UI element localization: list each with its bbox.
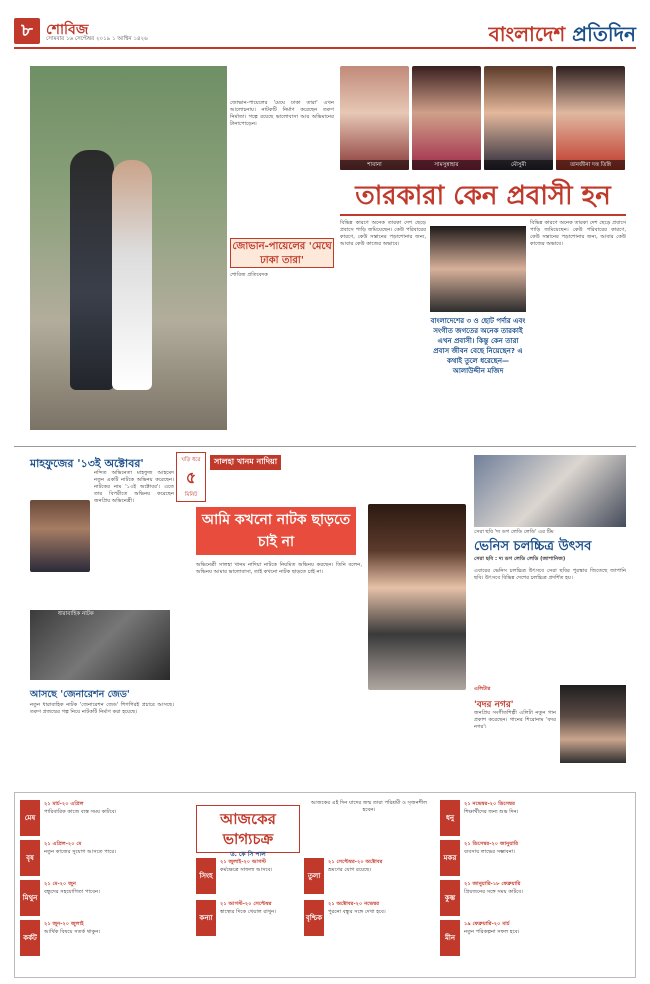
issue-date: সোমবার ১৬ সেপ্টেম্বর ২০১৯ ১ আশ্বিন ১৪২৬ (46, 36, 148, 42)
venice-body: এবারের ভেনিস চলচ্চিত্র উৎসবে সেরা ছবির পুরস্কার জিতেছে জাপানি ছবি। উৎসবে বিভিন্ন দেশের চলচ্চিত্র প্রদর্শিত হয়। (474, 568, 626, 581)
venice-title: ভেনিস চলচ্চিত্র উৎসব (474, 539, 592, 554)
zodiac-date-range: ২১ মার্চ-২০ এপ্রিল (44, 801, 84, 807)
zodiac-sign-label: মীন (440, 920, 460, 956)
zodiac-date-range: ২১ নভেম্বর-২০ ডিসেম্বর (464, 801, 515, 807)
gen-z-photo-label: ধারাবাহিক নাটক (58, 611, 94, 617)
elita-body: জনপ্রিয় সংগীতশিল্পী এলিটা নতুন গান প্রকাশ করেছেন। গানের শিরোনাম 'বদর নগর'। (474, 710, 556, 730)
portrait-1 (340, 66, 409, 170)
masthead (489, 20, 636, 53)
zodiac-date-range: ১৯ ফেব্রুয়ারি-২০ মার্চ (464, 921, 510, 927)
zodiac-sign-label: কর্কট (20, 920, 40, 956)
five-minute-badge (176, 452, 206, 502)
badge-prefix: ঘড়ি ধরে (181, 457, 201, 463)
zodiac-date-range: ২১ জানুয়ারি-১৮ ফেব্রুয়ারি (464, 881, 521, 887)
venice-photo (474, 455, 626, 527)
feature-rule (340, 214, 626, 216)
interview-photo (368, 504, 466, 690)
zodiac-date-range: ২১ এপ্রিল-২০ মে (44, 841, 82, 847)
badge-suffix: মিনিট (184, 492, 198, 498)
zodiac-forecast: পুরনো বন্ধুর সঙ্গে দেখা হবে। (328, 909, 386, 915)
badge-number: ৫ (185, 468, 197, 487)
gen-z-title: আসছে 'জেনারেশন জেড' (30, 689, 130, 700)
gen-z-photo (30, 610, 170, 680)
horoscope-author: ড. কে সি পাল (230, 851, 266, 858)
elita-label: এলিটার (474, 686, 491, 692)
portrait-4 (556, 66, 625, 170)
mahfuz-body: নন্দিত অভিনেতা মাহফুজ আহমেদ নতুন একটি নাটকে অভিনয় করেছেন। নাটকের নাম '১৩ই অক্টোবর'। এতে তার বিপরীতে অভিনয় করেছেন জনপ্রিয় অভিনেত্রী। (94, 470, 174, 504)
zodiac-forecast: নতুন কাজের সুযোগ আসতে পারে। (44, 849, 117, 855)
zodiac-date-range: ২১ মে-২০ জুন (44, 881, 76, 887)
feature-body-col1: বিভিন্ন কারণে অনেক তারকা দেশ ছেড়ে প্রবাসে পাড়ি জমিয়েছেন। কেউ পরিবারের কারণে, কেউ সন্তানের পড়াশোনার জন্য, আবার কেউ কাজের অভাবে। (340, 220, 426, 247)
masthead-part1: বাংলাদেশ (488, 22, 573, 46)
zodiac-date-range: ২১ ডিসেম্বর-২০ জানুয়ারি (464, 841, 519, 847)
feature-title: তারকারা কেন প্রবাসী হন (355, 181, 611, 211)
mahfuz-photo (30, 500, 90, 572)
page-number: ৮ (14, 18, 40, 44)
interview-body: অভিনেত্রী সালহা খানম নাদিয়া নাটকে নিয়মিত অভিনয় করছেন। তিনি বলেন, অভিনয় আমার ভালোবাসা, তাই কখনো নাটক ছাড়তে চাই না। (196, 562, 362, 575)
portrait-caption: মৌসুমী (484, 160, 553, 170)
section-title: শোবিজ (46, 22, 89, 38)
horoscope-intro: আজকের এই দিন যাদের জন্ম তারা পরিশ্রমী ও সৃজনশীল হবেন। (310, 800, 428, 813)
portrait-caption: শাবানা (340, 160, 409, 170)
elita-title: 'বদর নগর' (474, 700, 514, 710)
zodiac-date-range: ২১ সেপ্টেম্বর-২০ অক্টোবর (328, 859, 383, 865)
zodiac-sign-label: মেষ (20, 800, 40, 836)
portrait-3 (484, 66, 553, 170)
zodiac-forecast: ব্যবসায় লাভের সম্ভাবনা। (464, 849, 516, 855)
elita-photo (560, 685, 626, 763)
lead-story-body: জোভান-পায়েলের 'মেঘে ঢাকা তারা' এখন আলোচনায়। নাটকটি নির্মাণ করেছেন তরুণ নির্মাতা। গল্পে রয়েছে ভালোবাসা আর অভিমানের টানাপোড়েন। (230, 100, 334, 127)
zodiac-sign-label: মকর (440, 840, 460, 876)
venice-winners: সেরা ছবি : দ্য ডগ লেডি লেডি (জাপানিজ) (474, 556, 566, 562)
zodiac-forecast: কর্মক্ষেত্রে সাফল্য আসবে। (220, 867, 273, 873)
portrait-caption: সামসুন্নাহার (412, 160, 481, 170)
zodiac-date-range: ২১ জুন-২০ জুলাই (44, 921, 84, 927)
interview-headline: আমি কখনো নাটক ছাড়তে চাই না (196, 507, 356, 555)
zodiac-forecast: বন্ধুদের সহযোগিতা পাবেন। (44, 889, 100, 895)
zodiac-forecast: ভ্রমণের যোগ রয়েছে। (328, 867, 372, 873)
portrait-caption: তানজীনা দত্ত তিন্নি (556, 160, 625, 170)
zodiac-date-range: ২১ জুলাই-২০ আগস্ট (220, 859, 267, 865)
zodiac-sign-label: সিংহ (196, 858, 216, 894)
zodiac-date-range: ২১ অক্টোবর-২০ নভেম্বর (328, 901, 380, 907)
zodiac-forecast: স্বাস্থ্যের দিকে খেয়াল রাখুন। (220, 909, 277, 915)
zodiac-sign-label: কুম্ভ (440, 880, 460, 916)
gen-z-body: নতুন ধারাবাহিক নাটক 'জেনারেশন জেড' শিগগিরই প্রচারে আসছে। তরুণ প্রজন্মের গল্প নিয়ে নাটকটি নির্মাণ করা হয়েছে। (30, 702, 174, 715)
lead-subhead: জোভান-পায়েলের 'মেঘে ঢাকা তারা' (230, 238, 334, 268)
masthead-part2: প্রতিদিন (572, 22, 636, 46)
zodiac-forecast: শিক্ষার্থীদের জন্য শুভ দিন। (464, 809, 519, 815)
portrait-2 (412, 66, 481, 170)
horoscope-title: আজকের ভাগ্যচক্র (220, 810, 276, 848)
portrait-strip (340, 66, 626, 178)
lead-photo-figure-male (70, 150, 114, 390)
zodiac-sign-label: কন্যা (196, 900, 216, 936)
feature-pull-quote: বাংলাদেশের ৩ ও ছোট পর্দার এবং সংগীত জগতের অনেক তারকাই এখন প্রবাসী। কিন্তু কেন তারা প্রবাস জীবন বেছে নিয়েছেন? এ কথাই তুলে ধরেছেন— আলাউদ্দীন মজিদ (430, 317, 526, 375)
mahfuz-title: মাহফুজের '১৩ই অক্টোবর' (30, 457, 144, 470)
horoscope-title-box (196, 805, 300, 858)
zodiac-sign-label: মিথুন (20, 880, 40, 916)
lead-byline: শোবিজ প্রতিবেদক (230, 272, 268, 278)
feature-photo (430, 226, 526, 312)
zodiac-sign-label: বৃশ্চিক (304, 900, 324, 936)
divider (14, 446, 636, 447)
zodiac-forecast: আর্থিক বিষয়ে সতর্ক থাকুন। (44, 929, 101, 935)
zodiac-forecast: নতুন পরিকল্পনা সফল হবে। (464, 929, 520, 935)
interview-name: সালহা খানম নাদিয়া (210, 455, 281, 470)
zodiac-forecast: পারিবারিক কাজে ব্যস্ত সময় কাটবে। (44, 809, 117, 815)
zodiac-sign-label: ধনু (440, 800, 460, 836)
zodiac-forecast: প্রিয়জনের সঙ্গে সময় কাটবে। (464, 889, 524, 895)
feature-body-col3: বিভিন্ন কারণে অনেক তারকা দেশ ছেড়ে প্রবাসে পাড়ি জমিয়েছেন। কেউ পরিবারের কারণে, কেউ সন্তানের পড়াশোনার জন্য, আবার কেউ কাজের অভাবে। (530, 220, 626, 247)
lead-photo-figure-female (112, 160, 152, 390)
venice-photo-caption: সেরা ছবি 'দ্য ডগ লেডি লেডি' এর টিম (474, 529, 554, 535)
zodiac-date-range: ২১ আগস্ট-২০ সেপ্টেম্বর (220, 901, 272, 907)
zodiac-sign-label: বৃষ (20, 840, 40, 876)
zodiac-sign-label: তুলা (304, 858, 324, 894)
